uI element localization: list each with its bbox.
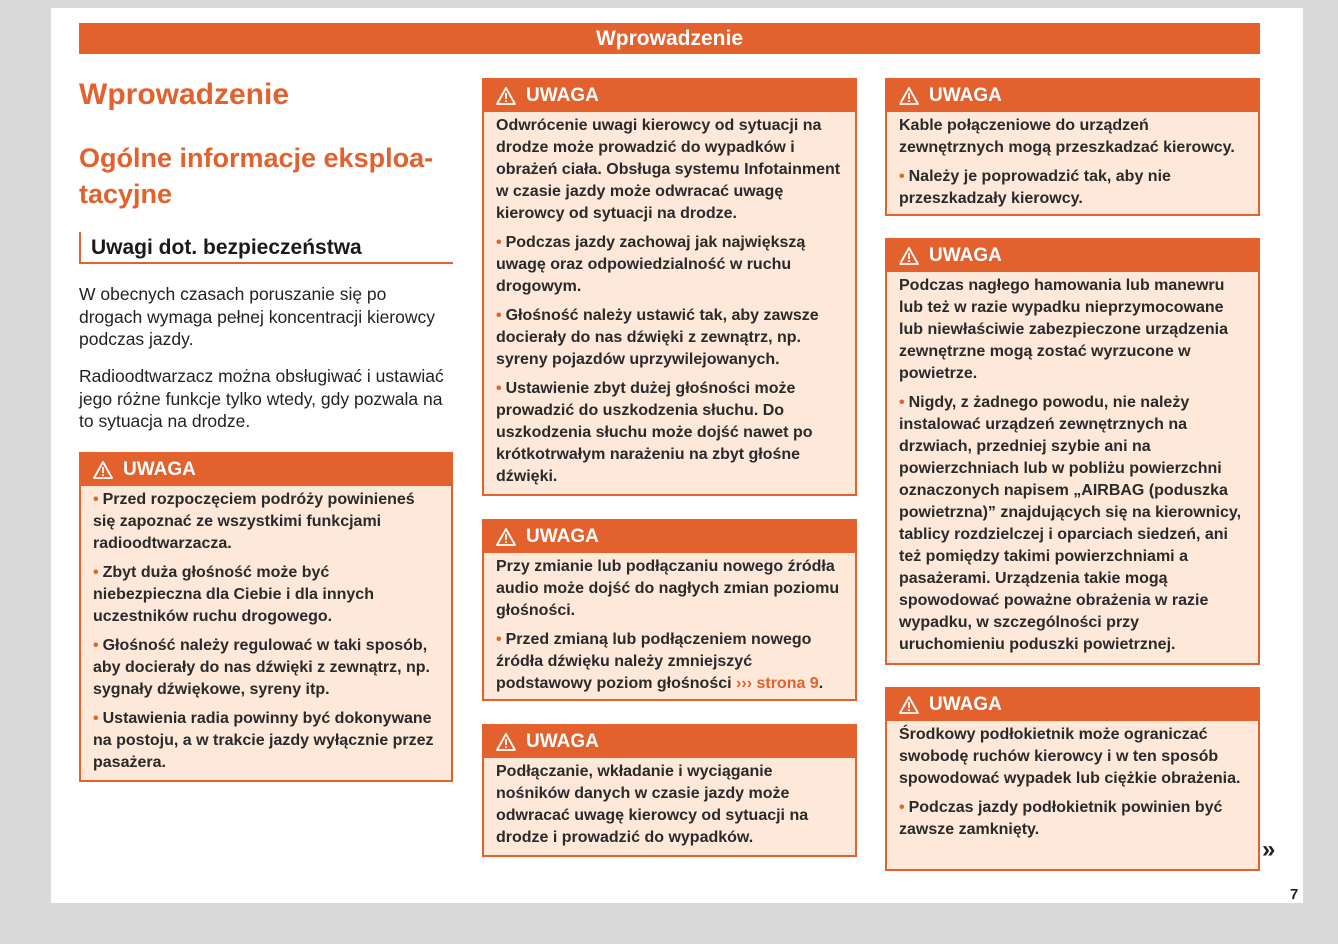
chapter-header: Wprowadzenie (79, 23, 1260, 54)
warning-label: UWAGA (929, 245, 1002, 266)
warning-intro: Przy zmianie lub podłączaniu nowego źródła audio może dojść do nagłych zmian poziomu głośności. (496, 558, 840, 619)
warning-triangle-icon (496, 733, 516, 751)
subsection-title: Uwagi dot. bezpieczeństwa (79, 232, 453, 264)
warning-triangle-icon (93, 461, 113, 479)
warning-triangle-icon (496, 528, 516, 546)
intro-paragraph-1: W obecnych czasach poruszanie się po drogach wymaga pełnej koncentracji kierowcy podczas jazdy. (79, 284, 436, 349)
page-title: Wprowadzenie (79, 78, 290, 111)
warning-box-5 (885, 78, 1260, 216)
warning-box-2 (482, 78, 857, 496)
warning-header (484, 80, 855, 112)
warning-label: UWAGA (123, 459, 196, 480)
page-reference-link[interactable]: ››› strona 9 (736, 675, 819, 692)
page-number: 7 (1290, 886, 1299, 903)
continue-marker: » (1262, 836, 1276, 863)
warning-intro: Odwrócenie uwagi kierowcy od sytuacji na drodze może prowadzić do wypadków i obrażeń ciała. Obsługa systemu Infotainment w czasie jazdy może odwracać uwagę kierowcy od sytuacji na drodze. (496, 117, 841, 222)
warning-header (484, 521, 855, 553)
intro-paragraph-2: Radioodtwarzacz można obsługiwać i ustawiać jego różne funkcje tylko wtedy, gdy pozwala na to sytuacja na drodze. (79, 366, 444, 431)
warning-box-6 (885, 238, 1260, 665)
bullet-item: • Należy je poprowadzić tak, aby nie przeszkadzały kierowcy. (899, 168, 1171, 207)
warning-label: UWAGA (526, 85, 599, 106)
warning-triangle-icon (899, 87, 919, 105)
warning-intro: Podczas nagłego hamowania lub manewru lub też w razie wypadku nieprzymocowane lub niewłaściwie zabezpieczone urządzenia zewnętrzne mogą zostać wyrzucone w powietrze. (899, 277, 1228, 382)
warning-intro: Podłączanie, wkładanie i wyciąganie nośników danych w czasie jazdy może odwracać uwagę kierowcy od sytuacji na drodze i prowadzić do wypadków. (496, 763, 809, 846)
warning-triangle-icon (899, 696, 919, 714)
warning-header (484, 726, 855, 758)
warning-header (887, 689, 1258, 721)
warning-intro: Środkowy podłokietnik może ograniczać swobodę ruchów kierowcy i w ten sposób spowodować wypadek lub ciężkie obrażenia. (899, 726, 1241, 787)
warning-header (887, 240, 1258, 272)
warning-triangle-icon (496, 87, 516, 105)
bullet-item: • Głośność należy regulować w taki sposób, aby docierały do nas dźwięki z zewnątrz, np. sygnały dźwiękowe, syreny itp. (93, 637, 430, 698)
warning-label: UWAGA (526, 526, 599, 547)
bullet-item: • Przed zmianą lub podłączeniem nowego źródła dźwięku należy zmniejszyć podstawowy poziom głośności ››› strona 9. (496, 631, 824, 692)
bullet-item: • Ustawienie zbyt dużej głośności może prowadzić do uszkodzenia słuchu. Do uszkodzenia słuchu może dojść nawet po krótkotrwałym narażeniu na zbyt głośne dźwięki. (496, 380, 813, 485)
warning-box-4 (482, 724, 857, 857)
bullet-item: • Nigdy, z żadnego powodu, nie należy instalować urządzeń zewnętrznych na drzwiach, przedniej szybie ani na powierzchniach lub w pobliżu powierzchni oznaczonych napisem „AIRBAG (poduszka powietrzna)” znajdujących się na kierownicy, tablicy rozdzielczej i oparciach siedzeń, ani też pomiędzy takimi powierzchniami a pasażerami. Urządzenia takie mogą spowodować poważne obrażenia w razie wypadku, w szczególności przy uruchomieniu poduszki powietrznej. (899, 394, 1242, 653)
warning-box-3 (482, 519, 857, 701)
warning-box-7 (885, 687, 1260, 871)
bullet-item: • Głośność należy ustawić tak, aby zawsze docierały do nas dźwięki z zewnątrz, np. syreny pojazdów uprzywilejowanych. (496, 307, 819, 368)
warning-box-1 (79, 452, 453, 782)
warning-intro: Kable połączeniowe do urządzeń zewnętrznych mogą przeszkadzać kierowcy. (899, 117, 1235, 156)
section-title: Ogólne informacje eksploa- tacyjne (79, 143, 434, 209)
bullet-item: • Zbyt duża głośność może być niebezpieczna dla Ciebie i dla innych uczestników ruchu drogowego. (93, 564, 374, 625)
warning-triangle-icon (899, 247, 919, 265)
bullet-item: • Podczas jazdy podłokietnik powinien być zawsze zamknięty. (899, 799, 1223, 838)
warning-header (887, 80, 1258, 112)
warning-label: UWAGA (929, 694, 1002, 715)
warning-label: UWAGA (526, 731, 599, 752)
bullet-item: • Podczas jazdy zachowaj jak największą uwagę oraz odpowiedzialność w ruchu drogowym. (496, 234, 806, 295)
bullet-item: • Przed rozpoczęciem podróży powinieneś się zapoznać ze wszystkimi funkcjami radioodtwarzacza. (93, 491, 415, 552)
bullet-item: • Ustawienia radia powinny być dokonywane na postoju, a w trakcie jazdy wyłącznie przez pasażera. (93, 710, 434, 771)
warning-header (81, 454, 451, 486)
warning-label: UWAGA (929, 85, 1002, 106)
